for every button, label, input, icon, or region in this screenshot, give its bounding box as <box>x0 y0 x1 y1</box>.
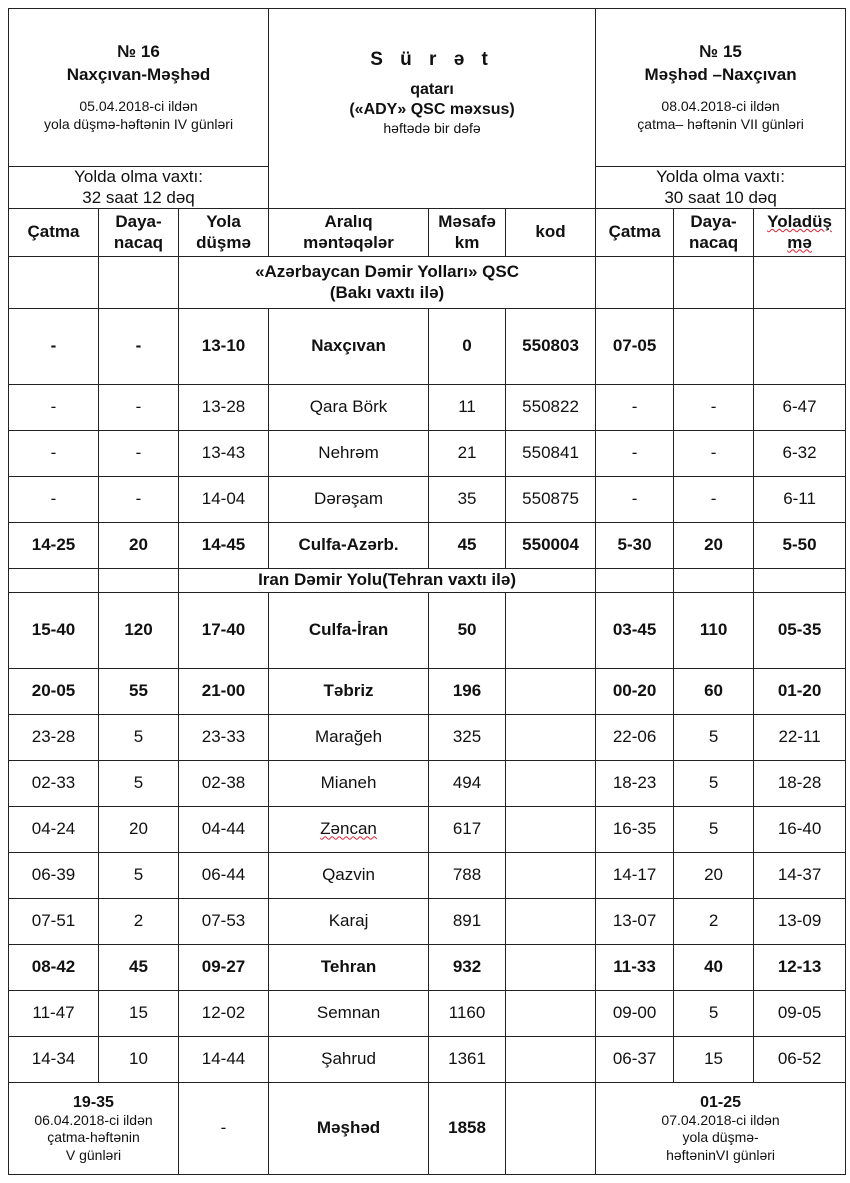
final-row <box>9 1083 846 1175</box>
cell-depart: 14-04 <box>179 477 269 523</box>
cell-depart-right: 6-11 <box>754 477 846 523</box>
timetable <box>8 8 846 1175</box>
cell-station: Culfa-İran <box>269 593 429 669</box>
cell-depart-right: 18-28 <box>754 761 846 807</box>
section-title-azerbaijan: «Azərbaycan Dəmir Yolları» QSC (Bakı vaxtı ilə) <box>179 257 596 309</box>
cell-stop: 5 <box>99 853 179 899</box>
cell-depart: 23-33 <box>179 715 269 761</box>
cell-code <box>506 669 596 715</box>
final-right <box>596 1083 846 1175</box>
cell-depart: 13-10 <box>179 309 269 385</box>
right-travel-time <box>596 167 846 209</box>
cell-arrive: - <box>9 477 99 523</box>
cell-stop-right <box>674 309 754 385</box>
cell-arrive-right: 06-37 <box>596 1037 674 1083</box>
left-train-header <box>9 9 269 167</box>
cell-station: Semnan <box>269 991 429 1037</box>
left-train-schedule: yola düşmə-həftənin IV günləri <box>43 116 234 133</box>
cell-stop: - <box>99 385 179 431</box>
cell-depart: 06-44 <box>179 853 269 899</box>
table-row <box>9 945 846 991</box>
cell-depart-right: 05-35 <box>754 593 846 669</box>
cell-stop-right: 60 <box>674 669 754 715</box>
cell-depart: 17-40 <box>179 593 269 669</box>
train-frequency: həftədə bir dəfə <box>383 119 481 136</box>
section-title-iran: Iran Dəmir Yolu(Tehran vaxtı ilə) <box>179 569 596 593</box>
cell-distance: 891 <box>429 899 506 945</box>
cell-distance: 35 <box>429 477 506 523</box>
table-row <box>9 1037 846 1083</box>
cell-stop: 120 <box>99 593 179 669</box>
cell-stop-right: 110 <box>674 593 754 669</box>
cell-station: Şahrud <box>269 1037 429 1083</box>
cell-arrive: 14-34 <box>9 1037 99 1083</box>
table-row <box>9 385 846 431</box>
col-arrive-right: Çatma <box>596 209 674 257</box>
cell-arrive: 04-24 <box>9 807 99 853</box>
cell-arrive-right: 16-35 <box>596 807 674 853</box>
final-left-date: 06.04.2018-ci ildən <box>34 1111 153 1128</box>
table-row <box>9 991 846 1037</box>
cell-stop: 45 <box>99 945 179 991</box>
cell-distance: 0 <box>429 309 506 385</box>
cell-distance: 494 <box>429 761 506 807</box>
final-left-depart: - <box>179 1083 269 1175</box>
cell-code: 550803 <box>506 309 596 385</box>
col-station: Aralıq məntəqələr <box>269 209 429 257</box>
cell-code: 550841 <box>506 431 596 477</box>
cell-arrive-right: 22-06 <box>596 715 674 761</box>
column-header-row <box>9 209 846 257</box>
cell-code <box>506 991 596 1037</box>
right-train-schedule: çatma– həftənin VII günləri <box>637 116 804 133</box>
cell-distance: 788 <box>429 853 506 899</box>
cell-depart: 04-44 <box>179 807 269 853</box>
cell-depart-right: 12-13 <box>754 945 846 991</box>
cell-stop: - <box>99 431 179 477</box>
cell-stop-right: 15 <box>674 1037 754 1083</box>
table-row <box>9 761 846 807</box>
cell-arrive: 14-25 <box>9 523 99 569</box>
cell-code: 550875 <box>506 477 596 523</box>
cell-arrive: 07-51 <box>9 899 99 945</box>
cell-stop-right: - <box>674 385 754 431</box>
right-train-number: № 15 <box>699 42 742 62</box>
cell-depart: 21-00 <box>179 669 269 715</box>
left-travel-time <box>9 167 269 209</box>
cell-arrive: 11-47 <box>9 991 99 1037</box>
cell-stop-right: 5 <box>674 991 754 1037</box>
cell-arrive: 15-40 <box>9 593 99 669</box>
cell-station: Qazvin <box>269 853 429 899</box>
col-code: kod <box>506 209 596 257</box>
cell-arrive: - <box>9 431 99 477</box>
left-travel-time-value: 32 saat 12 dəq <box>82 187 195 207</box>
section-row-azerbaijan <box>9 257 846 309</box>
cell-code: 550822 <box>506 385 596 431</box>
col-depart-right: Yoladüş mə <box>754 209 846 257</box>
cell-station: Zəncan <box>269 807 429 853</box>
table-row <box>9 899 846 945</box>
final-left-line3: V günləri <box>65 1146 122 1163</box>
cell-depart: 02-38 <box>179 761 269 807</box>
cell-distance: 50 <box>429 593 506 669</box>
cell-distance: 1361 <box>429 1037 506 1083</box>
cell-depart-right: 5-50 <box>754 523 846 569</box>
cell-depart-right: 06-52 <box>754 1037 846 1083</box>
final-right-time: 01-25 <box>700 1093 742 1111</box>
cell-code <box>506 853 596 899</box>
cell-depart: 12-02 <box>179 991 269 1037</box>
cell-stop-right: 5 <box>674 761 754 807</box>
right-train-route: Məşhəd –Naxçıvan <box>644 65 797 85</box>
cell-depart-right: 6-47 <box>754 385 846 431</box>
cell-arrive-right: - <box>596 431 674 477</box>
cell-stop-right: - <box>674 477 754 523</box>
final-right-line3: həftəninVI günləri <box>666 1146 776 1163</box>
right-travel-time-value: 30 saat 10 dəq <box>664 187 777 207</box>
cell-distance: 325 <box>429 715 506 761</box>
cell-stop: - <box>99 309 179 385</box>
cell-depart: 09-27 <box>179 945 269 991</box>
final-km: 1858 <box>429 1083 506 1175</box>
train-subtitle: qatarı <box>410 80 454 98</box>
cell-arrive-right: 11-33 <box>596 945 674 991</box>
section-row-iran <box>9 569 846 593</box>
cell-depart-right: 16-40 <box>754 807 846 853</box>
table-row <box>9 853 846 899</box>
cell-code <box>506 945 596 991</box>
azerbaijan-rows <box>9 309 846 569</box>
cell-code <box>506 593 596 669</box>
right-train-header <box>596 9 846 167</box>
cell-stop: 10 <box>99 1037 179 1083</box>
cell-arrive: 23-28 <box>9 715 99 761</box>
cell-depart: 14-45 <box>179 523 269 569</box>
left-train-route: Naxçıvan-Məşhəd <box>66 65 211 85</box>
cell-distance: 617 <box>429 807 506 853</box>
final-left-time: 19-35 <box>73 1093 114 1111</box>
cell-distance: 11 <box>429 385 506 431</box>
cell-arrive: 20-05 <box>9 669 99 715</box>
cell-station: Culfa-Azərb. <box>269 523 429 569</box>
col-arrive: Çatma <box>9 209 99 257</box>
cell-code <box>506 715 596 761</box>
cell-stop: 2 <box>99 899 179 945</box>
table-row <box>9 669 846 715</box>
cell-arrive-right: 00-20 <box>596 669 674 715</box>
cell-stop-right: 5 <box>674 715 754 761</box>
cell-depart: 13-28 <box>179 385 269 431</box>
cell-depart-right: 01-20 <box>754 669 846 715</box>
cell-depart-right: 14-37 <box>754 853 846 899</box>
final-left <box>9 1083 179 1175</box>
final-left-line2: çatma-həftənin <box>47 1129 140 1146</box>
cell-distance: 21 <box>429 431 506 477</box>
cell-code <box>506 899 596 945</box>
cell-stop: - <box>99 477 179 523</box>
cell-code <box>506 761 596 807</box>
cell-stop: 5 <box>99 761 179 807</box>
final-station: Məşhəd <box>269 1083 429 1175</box>
right-train-date: 08.04.2018-ci ildən <box>661 98 780 115</box>
cell-arrive-right: 18-23 <box>596 761 674 807</box>
cell-distance: 45 <box>429 523 506 569</box>
final-code <box>506 1083 596 1175</box>
cell-station: Təbriz <box>269 669 429 715</box>
table-row <box>9 715 846 761</box>
cell-depart-right: 13-09 <box>754 899 846 945</box>
col-stop: Daya- nacaq <box>99 209 179 257</box>
cell-arrive-right: 13-07 <box>596 899 674 945</box>
cell-stop: 55 <box>99 669 179 715</box>
left-train-date: 05.04.2018-ci ildən <box>79 98 198 115</box>
cell-arrive-right: 09-00 <box>596 991 674 1037</box>
cell-distance: 196 <box>429 669 506 715</box>
cell-arrive: 02-33 <box>9 761 99 807</box>
center-header <box>269 9 596 209</box>
cell-stop-right: 20 <box>674 523 754 569</box>
cell-station: Qara Börk <box>269 385 429 431</box>
cell-station: Naxçıvan <box>269 309 429 385</box>
cell-station: Karaj <box>269 899 429 945</box>
cell-stop: 15 <box>99 991 179 1037</box>
cell-station: Mianeh <box>269 761 429 807</box>
cell-station: Tehran <box>269 945 429 991</box>
cell-depart-right: 22-11 <box>754 715 846 761</box>
cell-station: Nehrəm <box>269 431 429 477</box>
cell-depart: 13-43 <box>179 431 269 477</box>
cell-station: Dərəşam <box>269 477 429 523</box>
cell-depart: 07-53 <box>179 899 269 945</box>
cell-stop-right: 2 <box>674 899 754 945</box>
cell-arrive-right: - <box>596 477 674 523</box>
cell-arrive: - <box>9 385 99 431</box>
col-stop-right: Daya- nacaq <box>674 209 754 257</box>
cell-arrive: - <box>9 309 99 385</box>
cell-arrive-right: 07-05 <box>596 309 674 385</box>
cell-arrive-right: 14-17 <box>596 853 674 899</box>
cell-depart-right: 6-32 <box>754 431 846 477</box>
cell-arrive: 06-39 <box>9 853 99 899</box>
table-row <box>9 309 846 385</box>
cell-stop-right: 20 <box>674 853 754 899</box>
cell-distance: 932 <box>429 945 506 991</box>
cell-stop: 5 <box>99 715 179 761</box>
table-row <box>9 477 846 523</box>
cell-depart-right <box>754 309 846 385</box>
cell-code <box>506 1037 596 1083</box>
cell-code <box>506 807 596 853</box>
train-company: («ADY» QSC məxsus) <box>349 100 515 118</box>
cell-stop-right: 40 <box>674 945 754 991</box>
table-row <box>9 593 846 669</box>
cell-stop-right: 5 <box>674 807 754 853</box>
table-row <box>9 523 846 569</box>
cell-depart-right: 09-05 <box>754 991 846 1037</box>
cell-distance: 1160 <box>429 991 506 1037</box>
cell-code: 550004 <box>506 523 596 569</box>
left-travel-time-label: Yolda olma vaxtı: <box>74 167 203 187</box>
col-distance: Məsafə km <box>429 209 506 257</box>
iran-rows <box>9 593 846 1083</box>
train-type-title: S ü r ə t <box>370 49 494 70</box>
right-travel-time-label: Yolda olma vaxtı: <box>656 167 785 187</box>
table-row <box>9 431 846 477</box>
col-depart: Yola düşmə <box>179 209 269 257</box>
table-row <box>9 807 846 853</box>
final-right-date: 07.04.2018-ci ildən <box>661 1111 780 1128</box>
cell-arrive-right: 03-45 <box>596 593 674 669</box>
cell-arrive: 08-42 <box>9 945 99 991</box>
final-right-line2: yola düşmə- <box>682 1129 759 1146</box>
cell-station: Marağeh <box>269 715 429 761</box>
cell-depart: 14-44 <box>179 1037 269 1083</box>
cell-stop: 20 <box>99 807 179 853</box>
cell-arrive-right: 5-30 <box>596 523 674 569</box>
left-train-number: № 16 <box>117 42 160 62</box>
cell-stop-right: - <box>674 431 754 477</box>
cell-arrive-right: - <box>596 385 674 431</box>
cell-stop: 20 <box>99 523 179 569</box>
